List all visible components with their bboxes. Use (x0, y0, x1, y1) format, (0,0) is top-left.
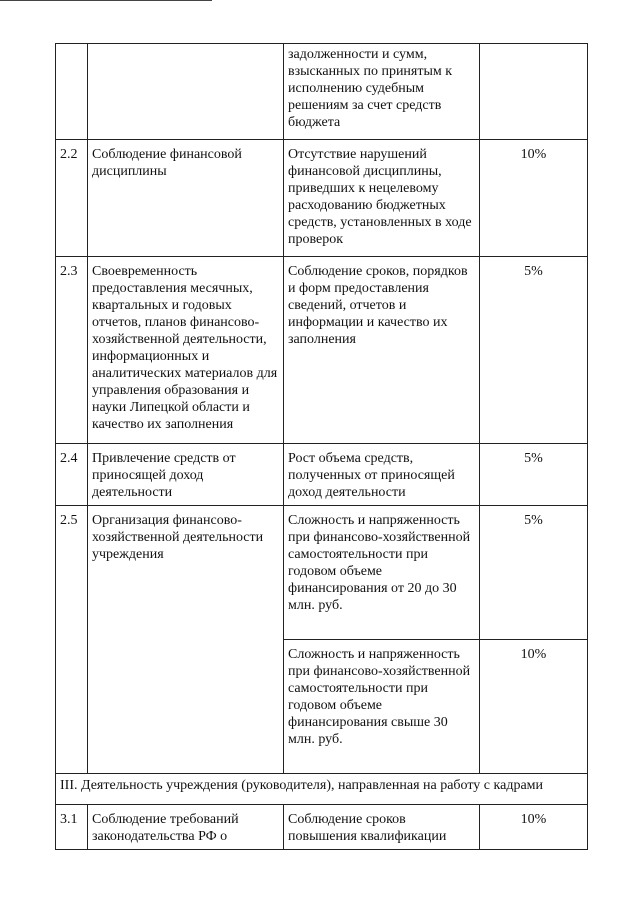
weight-cell: 5% (480, 444, 588, 506)
indicator-cell: Привлечение средств от приносящей доход деятельности (88, 444, 284, 506)
criterion-cell: Рост объема средств, полученных от приносящей доход деятельности (284, 444, 480, 506)
weight-cell: 10% (480, 140, 588, 257)
criterion-cell: Отсутствие нарушений финансовой дисциплины, приведших к нецелевому расходованию бюджетных средств, установленных в ходе проверок (284, 140, 480, 257)
table-row (56, 140, 588, 257)
weight-cell: 10% (480, 805, 588, 850)
table-row (56, 506, 588, 640)
weight-cell: 10% (480, 640, 588, 774)
row-number: 2.4 (56, 444, 88, 506)
criterion-cell: Соблюдение сроков, порядков и форм предоставления сведений, отчетов и информации и качество их заполнения (284, 257, 480, 444)
criterion-cell: Соблюдение сроков повышения квалификации (284, 805, 480, 850)
table-row (56, 444, 588, 506)
row-number: 2.2 (56, 140, 88, 257)
indicator-cell (88, 44, 284, 140)
criterion-cell: Сложность и напряженность при финансово-хозяйственной самостоятельности при годовом объеме финансирования свыше 30 млн. руб. (284, 640, 480, 774)
section-row (56, 774, 588, 805)
table-row (56, 257, 588, 444)
top-rule (0, 0, 212, 1)
weight-cell (480, 44, 588, 140)
indicator-cell: Соблюдение требований законодательства РФ о (88, 805, 284, 850)
table-row (56, 44, 588, 140)
row-number: 2.3 (56, 257, 88, 444)
indicator-cell: Организация финансово-хозяйственной деятельности учреждения (88, 506, 284, 774)
section-heading: III. Деятельность учреждения (руководителя), направленная на работу с кадрами (56, 774, 588, 805)
row-number: 2.5 (56, 506, 88, 774)
criterion-cell: задолженности и сумм, взысканных по принятым к исполнению судебным решениям за счет средств бюджета (284, 44, 480, 140)
weight-cell: 5% (480, 506, 588, 640)
row-number (56, 44, 88, 140)
criterion-cell: Сложность и напряженность при финансово-хозяйственной самостоятельности при годовом объеме финансирования от 20 до 30 млн. руб. (284, 506, 480, 640)
indicator-cell: Соблюдение финансовой дисциплины (88, 140, 284, 257)
table-row (56, 805, 588, 850)
criteria-table (55, 43, 588, 850)
weight-cell: 5% (480, 257, 588, 444)
row-number: 3.1 (56, 805, 88, 850)
indicator-cell: Своевременность предоставления месячных, квартальных и годовых отчетов, планов финансово-хозяйственной деятельности, информационных и аналитических материалов для управления образования и науки Липецкой области и качество их заполнения (88, 257, 284, 444)
